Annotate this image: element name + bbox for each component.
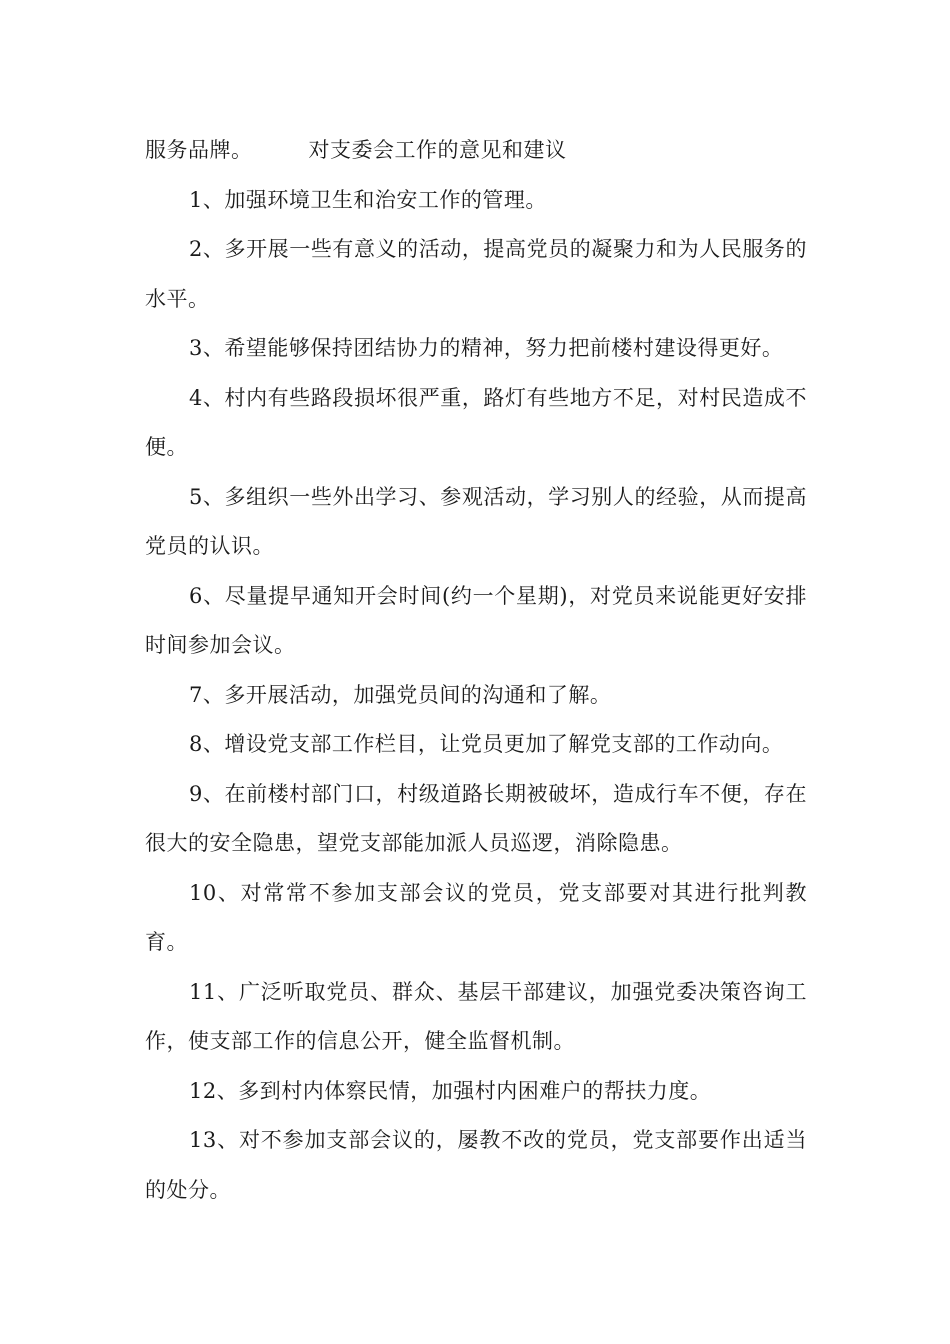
list-item: 1、加强环境卫生和治安工作的管理。: [189, 187, 547, 212]
list-item: 4、村内有些路段损坏很严重，路灯有些地方不足，对村民造成不便。: [145, 385, 807, 459]
list-item: 10、对常常不参加支部会议的党员，党支部要对其进行批判教育。: [145, 880, 807, 954]
lead-fragment: 服务品牌。: [145, 138, 253, 162]
list-item: 3、希望能够保持团结协力的精神，努力把前楼村建设得更好。: [189, 336, 784, 360]
list-item: 5、多组织一些外出学习、参观活动，学习别人的经验，从而提高党员的认识。: [145, 484, 807, 558]
list-item: 12、多到村内体察民情，加强村内困难户的帮扶力度。: [189, 1078, 712, 1103]
list-item: 8、增设党支部工作栏目，让党员更加了解党支部的工作动向。: [189, 732, 784, 756]
intro-line: [145, 126, 807, 176]
list-item: 11、广泛听取党员、群众、基层干部建议，加强党委决策咨询工作，使支部工作的信息公开，健全监督机制。: [145, 979, 807, 1053]
list-item: 2、多开展一些有意义的活动，提高党员的凝聚力和为人民服务的水平。: [145, 237, 807, 311]
list-item: 13、对不参加支部会议的，屡教不改的党员，党支部要作出适当的处分。: [145, 1128, 807, 1202]
list-item: 6、尽量提早通知开会时间(约一个星期)，对党员来说能更好安排时间参加会议。: [145, 583, 807, 657]
list-item: 7、多开展活动，加强党员间的沟通和了解。: [189, 682, 612, 707]
document-body: [145, 126, 807, 1215]
list-item: 9、在前楼村部门口，村级道路长期被破坏，造成行车不便，存在很大的安全隐患，望党支部能加派人员巡逻，消除隐患。: [145, 781, 807, 855]
section-title: 对支委会工作的意见和建议: [308, 138, 567, 162]
